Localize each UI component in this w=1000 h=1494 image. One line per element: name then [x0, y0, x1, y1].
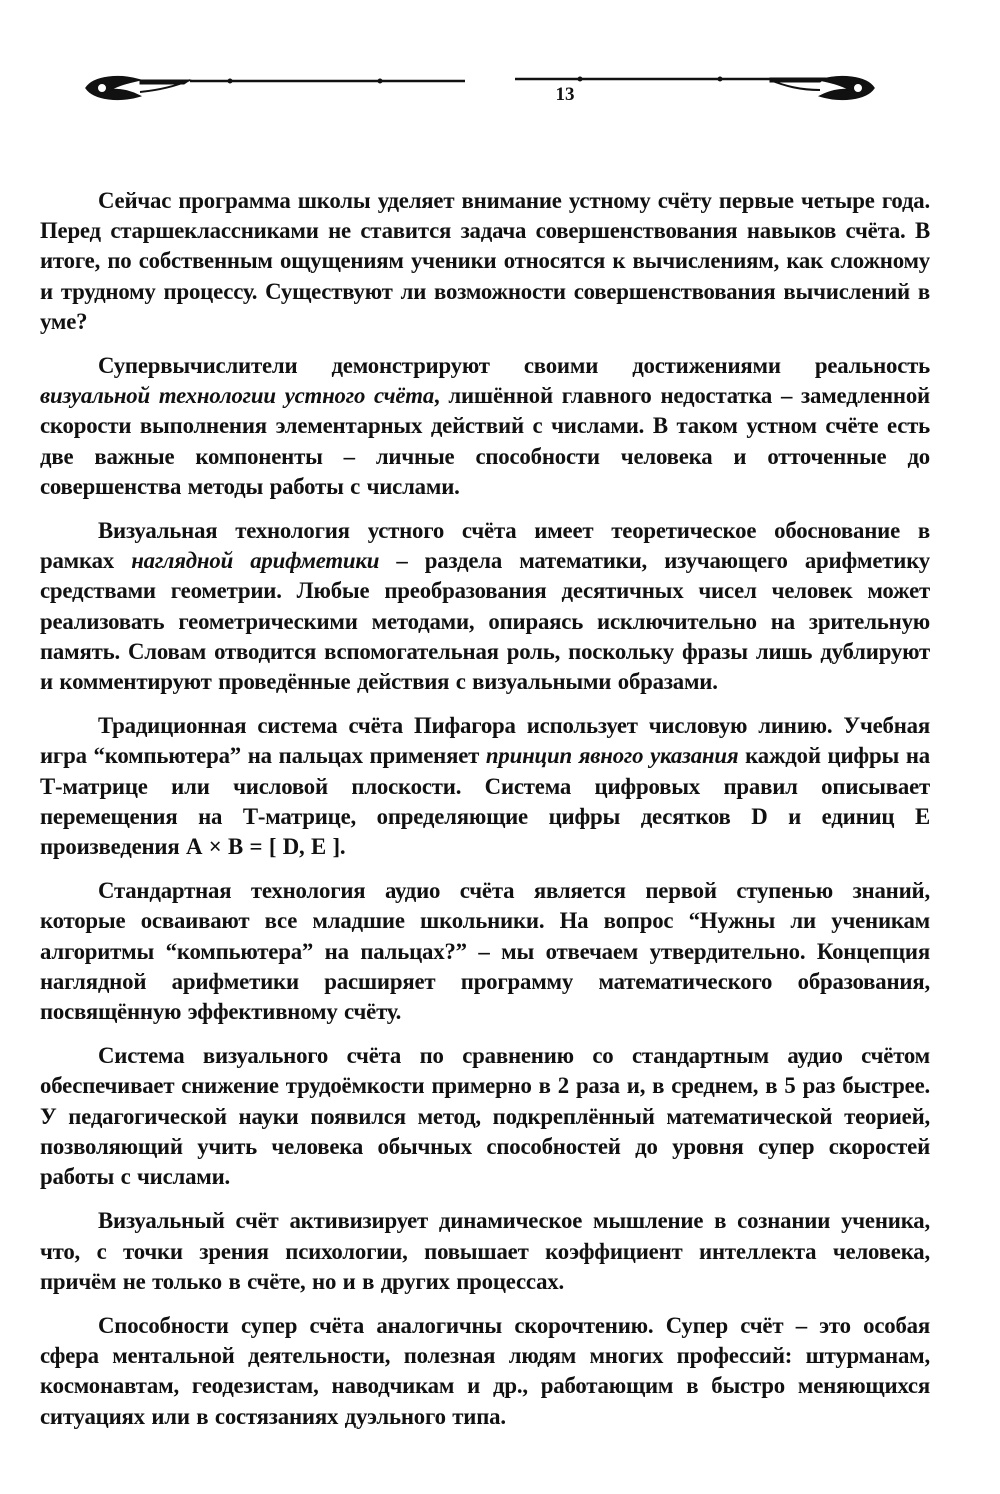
paragraph [40, 876, 930, 1027]
paragraph-text: Визуальная технология устного счёта имеет теоретическое обоснование в рамках [40, 518, 930, 574]
paragraph-text: Стандартная технология аудио счёта является первой ступенью знаний, которые осваивают все младшие школьники. На вопрос “Нужны ли ученикам алгоритмы “компьютера” на пальцах?” – мы отвечаем утвердительно. Концепция наглядной арифметики расширяет программу математического образования, посвящённую эффективному счёту. [40, 878, 930, 1025]
emphasis-term: наглядной арифметики [131, 548, 380, 574]
paragraph [40, 351, 930, 502]
paragraph-text: Сейчас программа школы уделяет внимание устному счёту первые четыре года. Перед старшеклассниками не ставится задача совершенствования навыков счёта. В итоге, по собственным ощущениям ученики относятся к вычислениям, как сложному и трудному процессу. Существуют ли возможности совершенствования вычислений в уме? [40, 188, 930, 334]
page-number: 13 [555, 84, 575, 105]
paragraph-text: – раздела математики, изучающего арифметику средствами геометрии. Любые преобразования десятичных чисел человек может реализовать геометрическими методами, опираясь исключительно на зрительную память. Словам отводится вспомогательная роль, поскольку фразы лишь дублируют и комментируют проведённые действия с визуальными образами. [40, 548, 931, 695]
ornamental-divider-icon [80, 66, 880, 116]
paragraph [40, 516, 930, 697]
page-header [80, 66, 880, 116]
paragraph-text: Визуальный счёт активизирует динамическое мышление в сознании ученика, что, с точки зрения психологии, повышает коэффициент интеллекта человека, причём не только в счёте, но и в других процессах. [40, 1208, 930, 1294]
paragraph [40, 186, 930, 337]
main-text [40, 186, 930, 1446]
paragraph [40, 711, 930, 862]
paragraph [40, 1206, 930, 1297]
paragraph-text: Супервычислители демонстрируют своими достижениями реальность [98, 353, 930, 379]
paragraph-text: Традиционная система счёта Пифагора использует числовую линию. Учебная игра “компьютера” на пальцах применяет [40, 713, 930, 769]
emphasis-term: визуальной технологии устного счёта [40, 383, 435, 409]
paragraph-text: Способности супер счёта аналогичны скорочтению. Супер счёт – это особая сфера ментальной деятельности, полезная людям многих профессий: штурманам, космонавтам, геодезистам, наводчикам и др., работающим в быстро меняющихся ситуациях или в состязаниях дуэльного типа. [40, 1312, 930, 1429]
paragraph [40, 1041, 930, 1192]
emphasis-term: принцип явного указания [485, 743, 739, 769]
paragraph-text: каждой цифры на Т-матрице или числовой плоскости. Система цифровых правил описывает перемещения на Т-матрице, определяющие цифры десятков D и единиц Е произведения А × В = [ D, Е ]. [40, 743, 930, 860]
paragraph-text: Система визуального счёта по сравнению со стандартным аудио счётом обеспечивает снижение трудоёмкости примерно в 2 раза и, в среднем, в 5 раз быстрее. У педагогической науки появился метод, подкреплённый математической теорией, позволяющий учить человека обычных способностей до уровня супер скоростей работы с числами. [40, 1043, 930, 1190]
paragraph-text: , лишённой главного недостатка – замедленной скорости выполнения элементарных действий с числами. В таком устном счёте есть две важные компоненты – личные способности человека и отточенные до совершенства методы работы с числами. [40, 383, 930, 499]
paragraph [40, 1311, 930, 1432]
